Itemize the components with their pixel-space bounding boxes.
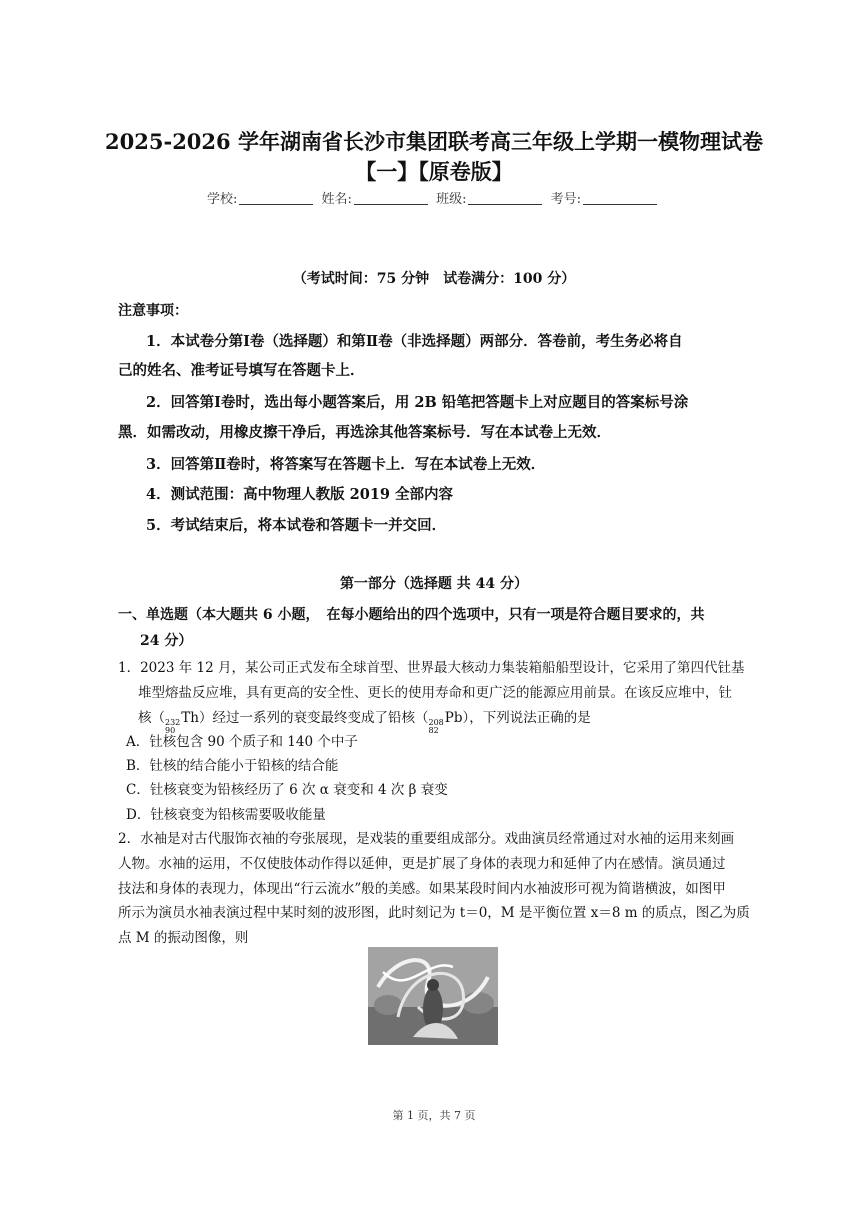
name-blank [354,192,428,205]
q2-line5: 点 M 的振动图像，则 [118,930,249,946]
note-item-2b: 黑．如需改动，用橡皮擦干净后，再选涂其他答案标号．写在本试卷上无效． [118,424,611,441]
lead-nuclide [428,719,443,735]
notes-heading: 注意事项： [118,303,188,319]
note-item-4: 4．测试范围：高中物理人教版 2019 全部内容 [146,486,454,503]
q1-line1: 1．2023 年 12 月，某公司正式发布全球首型、世界最大核动力集装箱船船型设计，它采用了第四代钍基 [118,660,745,676]
water-sleeve-photo [368,947,498,1045]
part1-heading: 第一部分（选择题 共 44 分） [339,576,529,592]
note-item-3: 3．回答第Ⅱ卷时，将答案写在答题卡上．写在本试卷上无效． [146,456,546,473]
exam-number-label: 考号: [550,192,581,207]
q1-option-c: C．钍核衰变为铅核经历了 6 次 α 衰变和 4 次 β 衰变 [126,782,448,798]
q1-line3-end: Pb），下列说法正确的是 [444,710,591,726]
thorium-atomic-number: 90 [165,726,176,735]
student-info-row [0,188,868,207]
q2-line1: 2．水袖是对古代服饰衣袖的夸张展现，是戏装的重要组成部分。戏曲演员经常通过对水袖的运用来刻画 [118,831,735,847]
note-item-1b: 己的姓名、准考证号填写在答题卡上． [118,362,365,379]
section-heading-line1: 一、单选题（本大题共 6 小题， 在每小题给出的四个选项中，只有一项是符合题目要求的，共 [118,607,705,623]
q1-line2: 堆型熔盐反应堆，具有更高的安全性、更长的使用寿命和更广泛的能源应用前景。在该反应堆中，钍 [138,685,732,701]
page-title-line2: 【一】【原卷版】 [355,159,513,184]
q2-line3: 技法和身体的表现力，体现出“行云流水”般的美感。如果某段时间内水袖波形可视为简谐横波，如图甲 [118,881,726,897]
q1-line3-middle: Th）经过一系列的衰变最终变成了铅核（ [181,710,429,726]
class-blank [468,192,542,205]
lead-mass-number: 208 [428,718,444,727]
lead-atomic-number: 82 [428,726,439,735]
page-footer: 第 1 页，共 7 页 [392,1109,476,1122]
school-blank [239,192,313,205]
note-item-2a: 2．回答第Ⅰ卷时，选出每小题答案后，用 2B 铅笔把答题卡上对应题目的答案标号涂 [146,394,689,411]
water-sleeve-illustration [368,947,498,1045]
q1-option-b: B．钍核的结合能小于铅核的结合能 [126,758,339,774]
q2-line2: 人物。水袖的运用，不仅使肢体动作得以延伸，更是扩展了身体的表现力和延伸了内在感情。演员通过 [118,856,726,872]
name-label: 姓名: [321,192,352,207]
class-label: 班级: [436,192,467,207]
page-title-line1: 2025-2026 学年湖南省长沙市集团联考高三年级上学期一模物理试卷 [105,129,763,154]
note-item-5: 5．考试结束后，将本试卷和答题卡一并交回． [146,517,447,534]
school-label: 学校: [207,192,238,207]
q1-option-d: D．钍核衰变为铅核需要吸收能量 [126,807,326,823]
q1-line3-start: 核（ [138,710,165,726]
thorium-mass-number: 232 [165,718,181,727]
exam-meta: （考试时间：75 分钟 试卷满分：100 分） [292,271,576,287]
exam-number-blank [583,192,657,205]
q2-line4: 所示为演员水袖表演过程中某时刻的波形图，此时刻记为 t＝0，M 是平衡位置 x＝8 m 的质点，图乙为质 [118,905,750,921]
note-item-1a: 1．本试卷分第Ⅰ卷（选择题）和第Ⅱ卷（非选择题）两部分．答卷前，考生务必将自 [146,333,683,350]
section-heading-line2: 24 分） [140,633,193,649]
q1-option-a: A．钍核包含 90 个质子和 140 个中子 [126,734,358,750]
